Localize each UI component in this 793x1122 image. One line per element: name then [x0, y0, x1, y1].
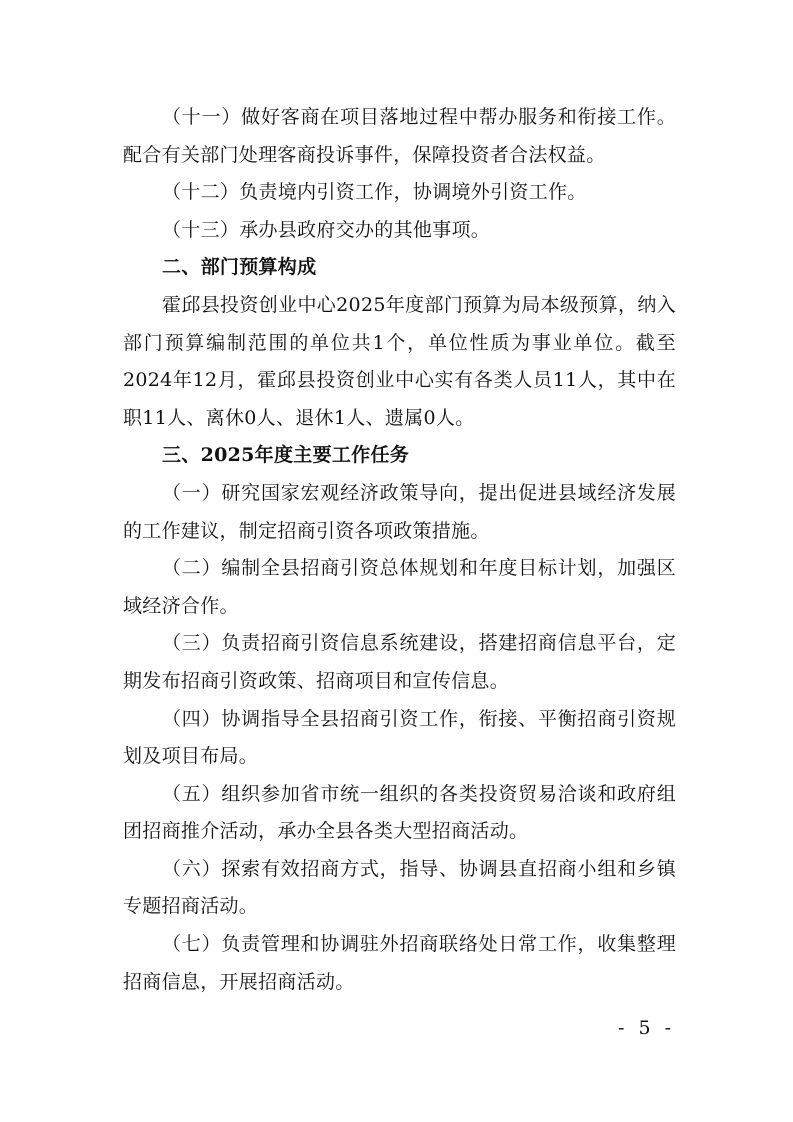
paragraph-budget-composition: 霍邱县投资创业中心2025年度部门预算为局本级预算，纳入部门预算编制范围的单位共1个，单位性质为事业单位。截至2024年12月，霍邱县投资创业中心实有各类人员11人，其中在职11人、离休0人、退休1人、遗属0人。 [123, 293, 676, 429]
task-1: （一）研究国家宏观经济政策导向，提出促进县域经济发展的工作建议，制定招商引资各项政策措施。 [123, 481, 676, 542]
task-7: （七）负责管理和协调驻外招商联络处日常工作，收集整理招商信息，开展招商活动。 [123, 933, 676, 993]
section-heading-3: 三、2025年度主要工作任务 [162, 444, 410, 467]
page-number: - 5 - [617, 1017, 675, 1039]
task-2: （二）编制全县招商引资总体规划和年度目标计划，加强区域经济合作。 [123, 557, 676, 617]
document-body [123, 99, 676, 1001]
paragraph-12: （十二）负责境内引资工作，协调境外引资工作。 [162, 181, 587, 204]
paragraph-11: （十一）做好客商在项目落地过程中帮办服务和衔接工作。配合有关部门处理客商投诉事件，保障投资者合法权益。 [123, 106, 676, 166]
section-heading-2: 二、部门预算构成 [162, 256, 317, 279]
paragraph-13: （十三）承办县政府交办的其他事项。 [162, 218, 491, 241]
task-3: （三）负责招商引资信息系统建设，搭建招商信息平台，定期发布招商引资政策、招商项目和宣传信息。 [123, 632, 676, 692]
task-6: （六）探索有效招商方式，指导、协调县直招商小组和乡镇专题招商活动。 [123, 857, 676, 918]
task-5: （五）组织参加省市统一组织的各类投资贸易洽谈和政府组团招商推介活动，承办全县各类大型招商活动。 [123, 782, 676, 843]
task-4: （四）协调指导全县招商引资工作，衔接、平衡招商引资规划及项目布局。 [123, 707, 676, 768]
